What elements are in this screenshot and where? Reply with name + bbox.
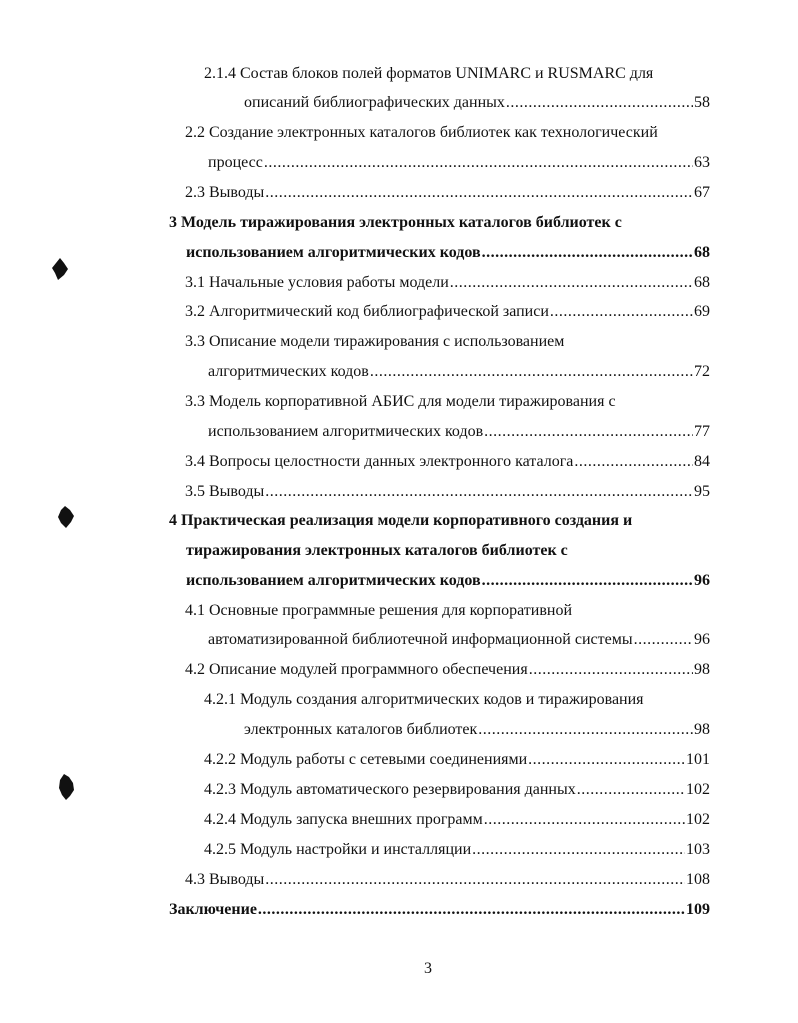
toc-leader (258, 898, 685, 922)
toc-leader (472, 838, 685, 862)
toc-page: 101 (686, 751, 710, 768)
toc-leader (265, 868, 685, 892)
toc-leader (577, 778, 685, 802)
toc-leader (550, 300, 693, 324)
toc-leader (574, 450, 693, 474)
toc-title: 4.2 Описание модулей программного обеспечения (185, 661, 528, 678)
toc-line (204, 62, 710, 86)
toc-page: 102 (686, 811, 710, 828)
toc-entry (208, 628, 710, 652)
toc-leader (450, 271, 693, 295)
toc-leader (478, 718, 693, 742)
toc-title: 3.3 Модель корпоративной АБИС для модели тиражирования с (185, 393, 616, 410)
toc-chapter-line (169, 211, 710, 235)
toc-entry (244, 91, 710, 115)
toc-page: 67 (694, 184, 710, 201)
toc-title: 4.2.1 Модуль создания алгоритмических кодов и тиражирования (204, 691, 644, 708)
toc-title: 3 Модель тиражирования электронных каталогов библиотек с (169, 214, 622, 231)
toc-title: 4 Практическая реализация модели корпоративного создания и (169, 512, 633, 529)
toc-leader (529, 658, 693, 682)
toc-leader (265, 480, 693, 504)
toc-entry (204, 748, 710, 772)
toc-page: 84 (694, 453, 710, 470)
toc-line (204, 688, 710, 712)
toc-leader (370, 360, 693, 384)
toc-title: 3.2 Алгоритмический код библиографической записи (185, 303, 549, 320)
toc-entry (185, 480, 710, 504)
scan-blot (52, 258, 68, 280)
toc-page: 96 (694, 631, 710, 648)
toc-chapter-entry (169, 898, 710, 922)
toc-entry (208, 360, 710, 384)
toc-title: 3.4 Вопросы целостности данных электронного каталога (185, 453, 574, 470)
toc-page: 96 (694, 572, 710, 589)
toc-page: 69 (694, 303, 710, 320)
toc-entry (185, 181, 710, 205)
toc-leader (484, 808, 685, 832)
toc-leader (506, 91, 693, 115)
scan-blot (58, 774, 74, 800)
toc-line (185, 121, 710, 145)
toc-title: Заключение (169, 901, 257, 918)
toc-title: описаний библиографических данных (244, 94, 505, 111)
toc-entry (185, 300, 710, 324)
toc-title: электронных каталогов библиотек (244, 721, 478, 738)
toc-leader (482, 241, 693, 265)
toc-chapter-entry (186, 569, 710, 593)
toc-page: 98 (694, 721, 710, 738)
toc-title: использованием алгоритмических кодов (186, 572, 481, 589)
toc-chapter-entry (186, 241, 710, 265)
toc-title: 3.3 Описание модели тиражирования с использованием (185, 333, 565, 350)
toc-title: 2.2 Создание электронных каталогов библиотек как технологический (185, 124, 658, 141)
toc-entry (208, 420, 710, 444)
toc-leader (634, 628, 693, 652)
toc-page: 63 (694, 154, 710, 171)
toc-chapter-line (169, 509, 710, 533)
toc-title: использованием алгоритмических кодов (186, 244, 481, 261)
toc-entry (185, 450, 710, 474)
toc-line (185, 330, 710, 354)
toc-entry (244, 718, 710, 742)
toc-line (185, 599, 710, 623)
toc-line (185, 390, 710, 414)
toc-title: 3.1 Начальные условия работы модели (185, 274, 449, 291)
toc-page: 98 (694, 661, 710, 678)
toc-page: 109 (686, 901, 710, 918)
toc-leader (528, 748, 685, 772)
toc-entry (204, 778, 710, 802)
toc-entry (208, 151, 710, 175)
toc-title: 4.1 Основные программные решения для корпоративной (185, 602, 573, 619)
toc-title: 2.3 Выводы (185, 184, 265, 201)
toc-page: 68 (694, 244, 710, 261)
toc-page: 77 (694, 423, 710, 440)
toc-entry (185, 658, 710, 682)
toc-title: тиражирования электронных каталогов библиотек с (186, 542, 568, 559)
toc-page: 68 (694, 274, 710, 291)
toc-title: 4.2.2 Модуль работы с сетевыми соединениями (204, 751, 528, 768)
toc-page: 72 (694, 363, 710, 380)
toc-entry (185, 271, 710, 295)
toc-chapter-line (186, 539, 710, 563)
toc-leader (482, 569, 693, 593)
toc-entry (204, 838, 710, 862)
toc-page: 102 (686, 781, 710, 798)
toc-page: 95 (694, 483, 710, 500)
toc-title: процесс (208, 154, 263, 171)
toc-page: 58 (694, 94, 710, 111)
toc-title: использованием алгоритмических кодов (208, 423, 484, 440)
toc-entry (204, 808, 710, 832)
toc-leader (265, 181, 693, 205)
toc-title: 4.2.4 Модуль запуска внешних программ (204, 811, 483, 828)
toc-leader (264, 151, 693, 175)
toc-entry (185, 868, 710, 892)
page-number: 3 (424, 960, 432, 977)
toc-page: 108 (686, 871, 710, 888)
toc-title: автоматизированной библиотечной информационной системы (208, 631, 633, 648)
toc-title: 3.5 Выводы (185, 483, 265, 500)
toc-page: 103 (686, 841, 710, 858)
toc-leader (484, 420, 693, 444)
toc-title: 2.1.4 Состав блоков полей форматов UNIMARC и RUSMARC для (204, 65, 654, 82)
toc-title: 4.2.5 Модуль настройки и инсталляции (204, 841, 472, 858)
toc-title: 4.2.3 Модуль автоматического резервирования данных (204, 781, 576, 798)
scan-blot (58, 506, 74, 528)
toc-title: алгоритмических кодов (208, 363, 369, 380)
toc-title: 4.3 Выводы (185, 871, 265, 888)
